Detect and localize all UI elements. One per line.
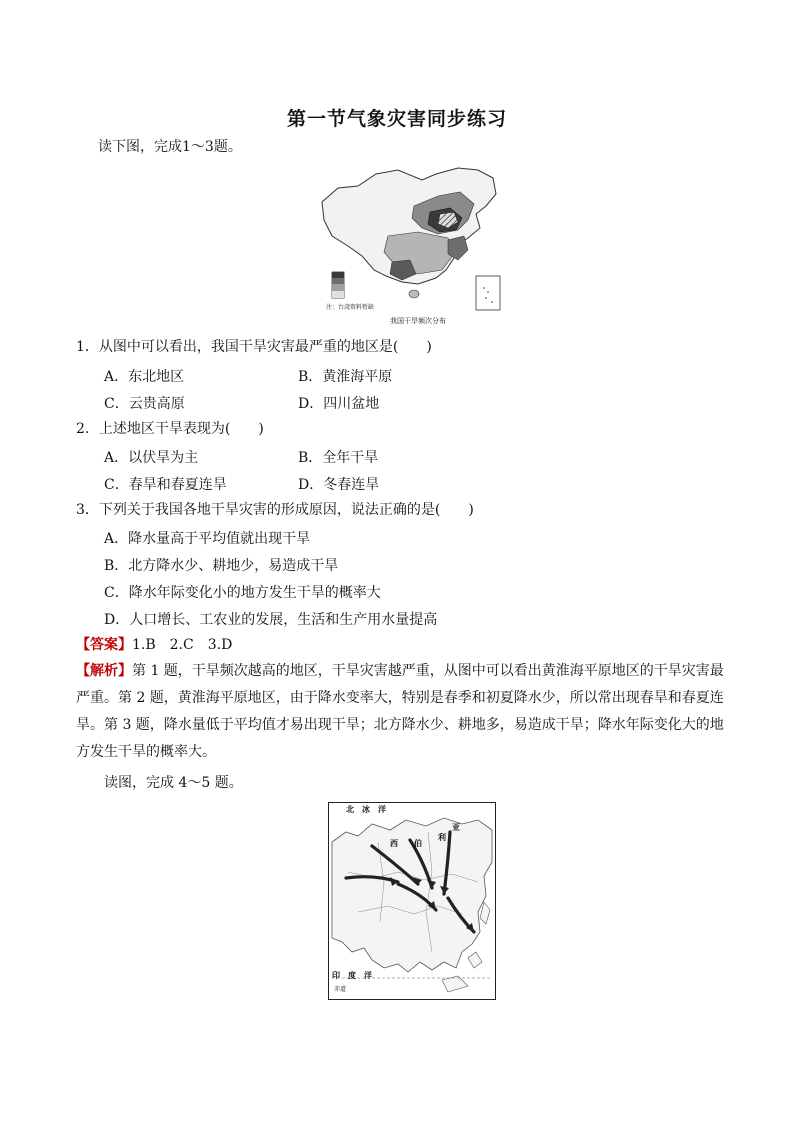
hainan-island xyxy=(409,290,419,298)
label-siberia-3: 利 xyxy=(438,832,446,842)
analysis-text: 第 1 题，干旱频次越高的地区，干旱灾害越严重，从图中可以看出黄淮海平原地区的干旱灾害最严重。第 2 题，黄淮海平原地区，由于降水变率大，特别是春季和初夏降水少，所以常出现春旱和春夏连旱。第 3 题，降水量低于平均值才易出现干旱；北方降水少、耕地多，易造成干旱；降水年际变化大的地方发生干旱的概率大。 xyxy=(76,663,724,760)
map1-legend-note: 注：台湾资料暂缺 xyxy=(326,304,375,311)
south-sea-inset xyxy=(476,276,500,310)
question-2-option-a: A．以伏旱为主 xyxy=(104,450,199,466)
question-2-option-d: D．冬春连旱 xyxy=(298,477,380,493)
answer-text: 1.B 2.C 3.D xyxy=(132,637,233,653)
question-1-option-a: A．东北地区 xyxy=(104,369,185,385)
label-siberia-2: 伯 xyxy=(414,838,422,848)
intro-q1-3: 读下图，完成1～3题。 xyxy=(98,139,242,155)
question-1-option-b: B．黄淮海平原 xyxy=(298,369,393,385)
analysis-paragraph xyxy=(76,658,726,766)
page-title: 第一节气象灾害同步练习 xyxy=(286,108,507,130)
question-2-stem: 2．上述地区干旱表现为( ) xyxy=(76,421,264,437)
map1-caption: 我国干旱频次分布 xyxy=(390,317,446,325)
question-3-option-b: B．北方降水少、耕地少，易造成干旱 xyxy=(104,558,339,574)
question-2-option-c: C．春旱和春夏连旱 xyxy=(104,477,227,493)
label-indian-ocean: 印 度 洋 xyxy=(332,970,372,980)
question-3-option-d: D．人口增长、工农业的发展，生活和生产用水量提高 xyxy=(104,612,438,628)
asia-map xyxy=(328,802,496,1000)
label-siberia-1: 西 xyxy=(390,838,398,848)
question-3-option-a: A．降水量高于平均值就出现干旱 xyxy=(104,531,311,547)
question-1-option-c: C．云贵高原 xyxy=(104,396,185,412)
label-equator: 赤道 xyxy=(334,986,347,993)
question-3-stem: 3．下列关于我国各地干旱灾害的形成原因，说法正确的是( ) xyxy=(76,502,474,518)
label-siberia-4: 亚 xyxy=(452,822,460,832)
answer-label: 【答案】 xyxy=(76,637,132,653)
label-arctic-ocean: 北 冰 洋 xyxy=(346,804,386,814)
intro-q4-5: 读图，完成 4～5 题。 xyxy=(104,775,243,791)
analysis-label: 【解析】 xyxy=(76,663,132,679)
question-2-option-b: B．全年干旱 xyxy=(298,450,379,466)
answer-line xyxy=(76,636,232,654)
china-drought-map xyxy=(318,166,508,328)
question-1-option-d: D．四川盆地 xyxy=(298,396,380,412)
question-3-option-c: C．降水年际变化小的地方发生干旱的概率大 xyxy=(104,585,381,601)
question-1-stem: 1．从图中可以看出，我国干旱灾害最严重的地区是( ) xyxy=(76,339,432,355)
